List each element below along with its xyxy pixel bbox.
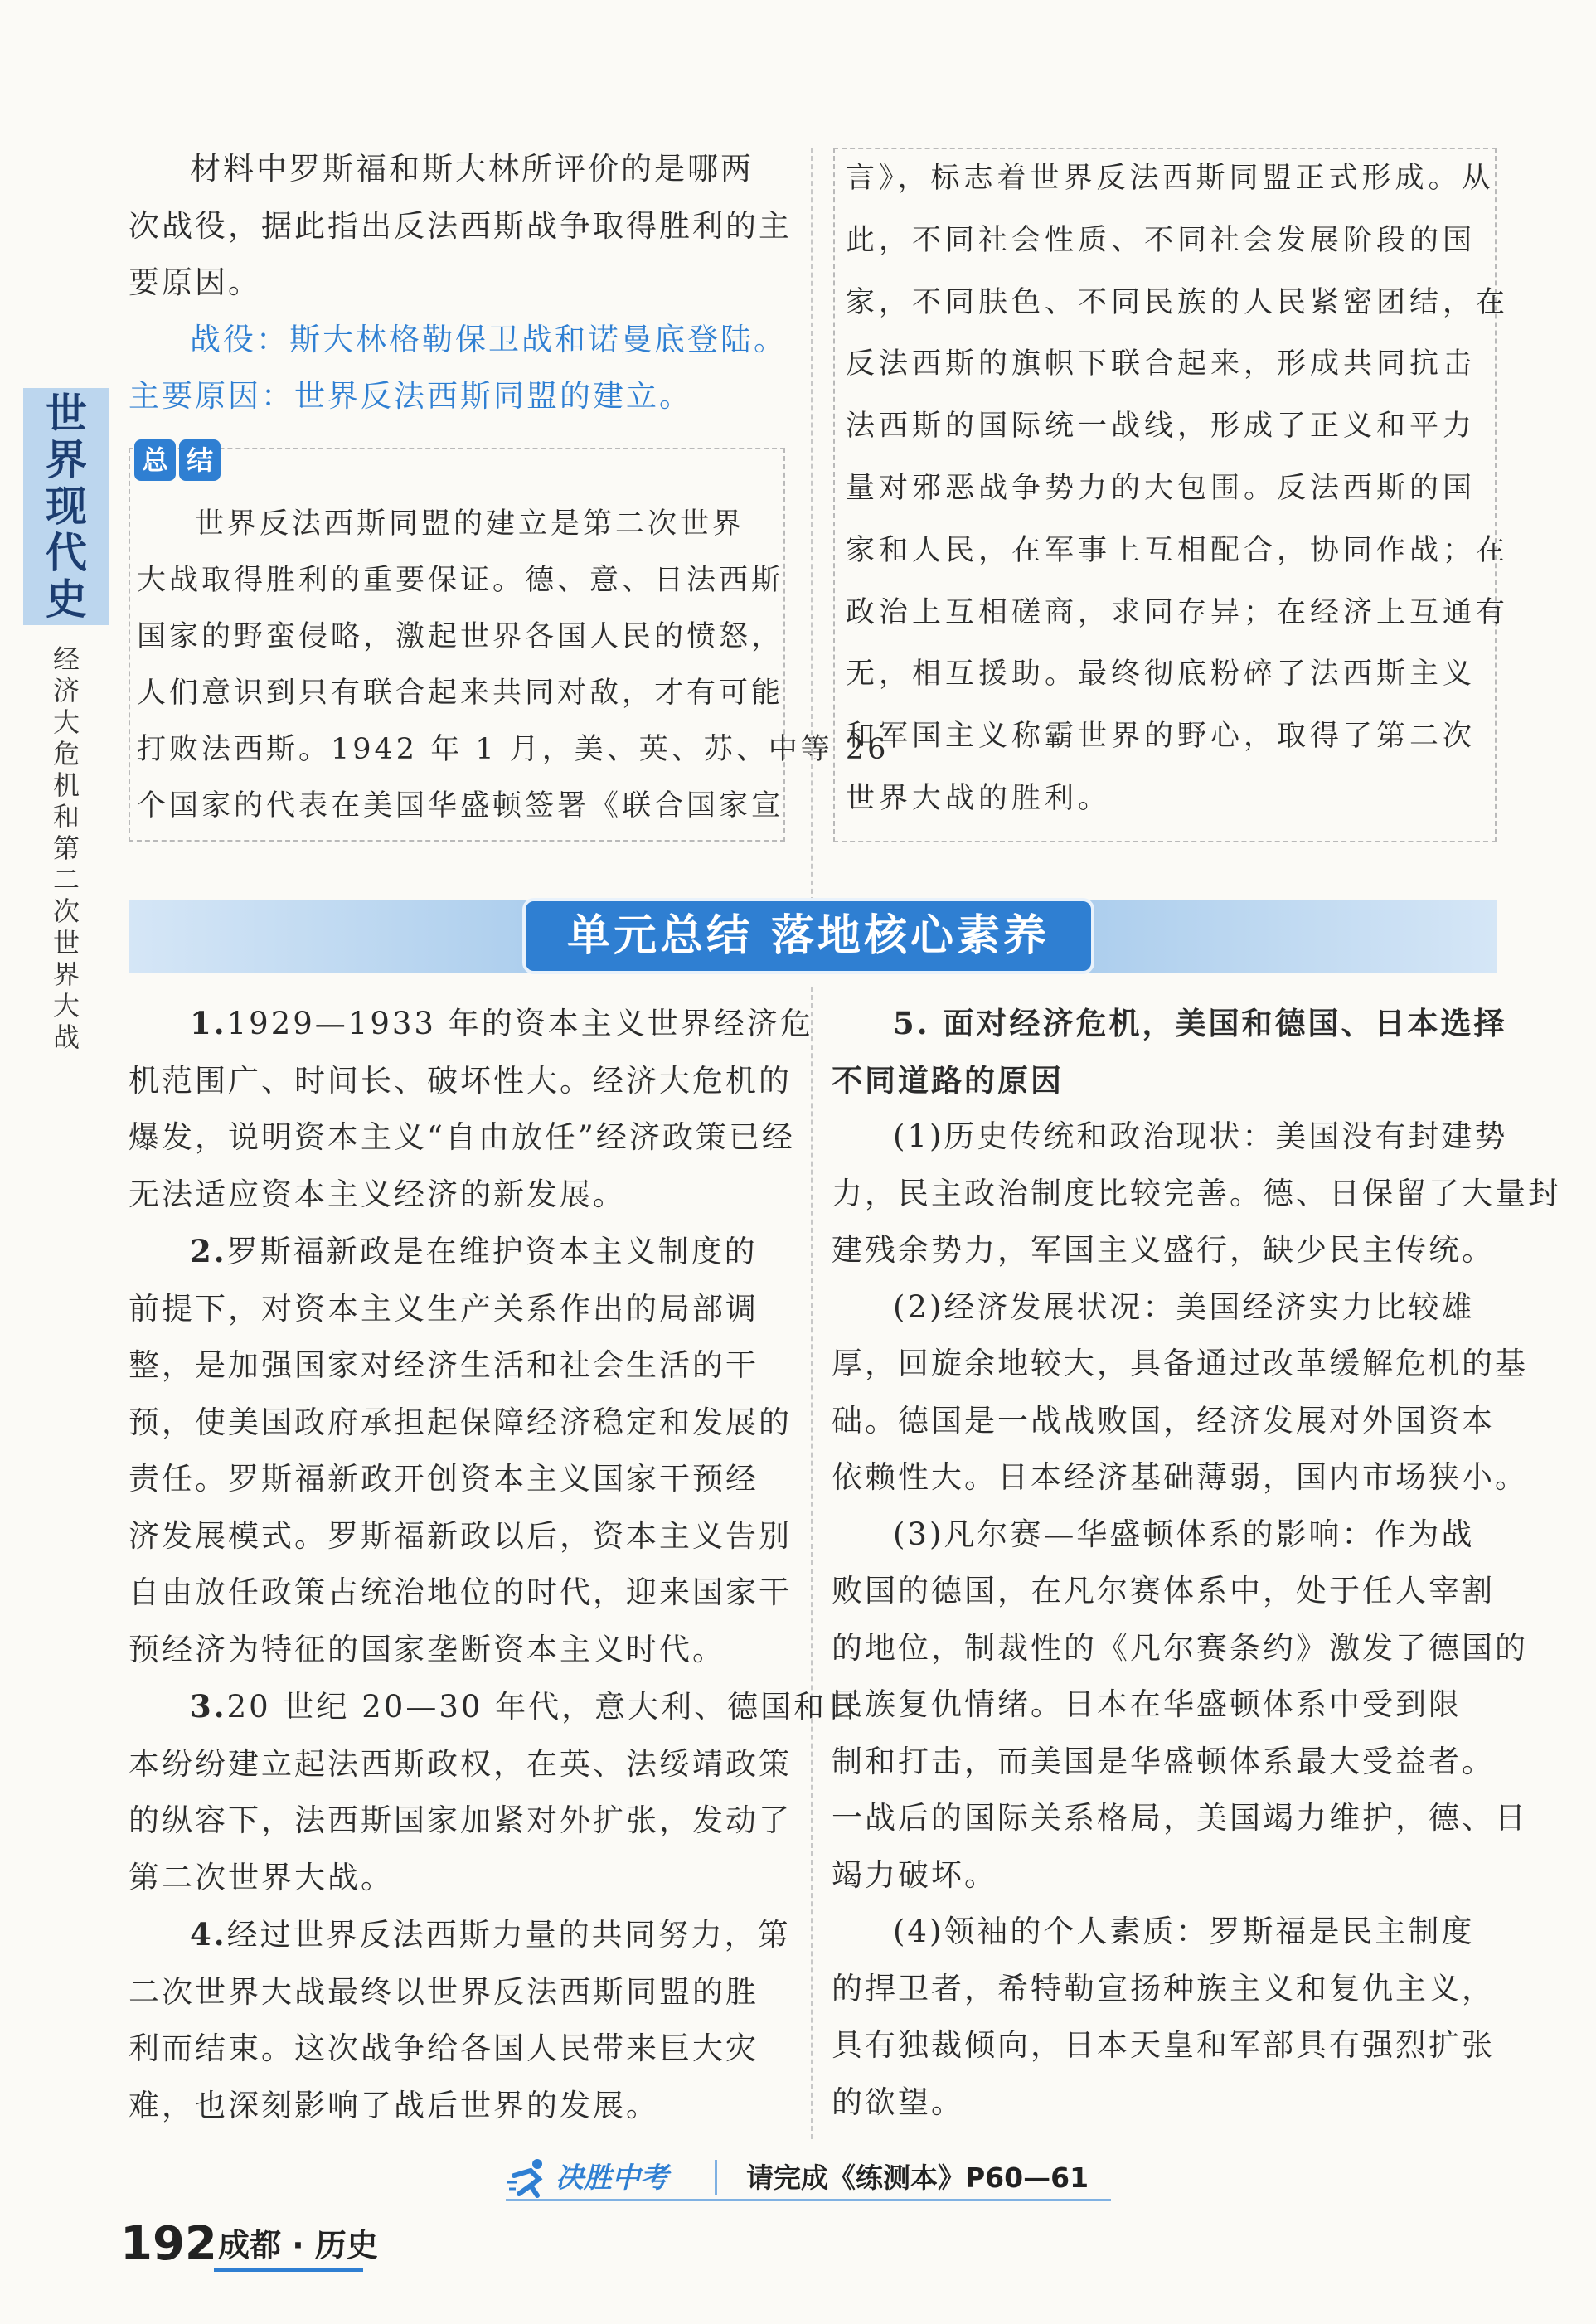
side-sub-char: 大 [52, 990, 80, 1021]
reason-line: 厚，回旋余地较大，具备通过改革缓解危机的基 [832, 1346, 1528, 1381]
point-number: 1. [190, 1005, 227, 1041]
side-tab-char: 界 [46, 436, 87, 484]
summary-point-line [129, 1906, 792, 1964]
page-number: 192 [120, 2217, 217, 2271]
summary-badge-char: 总 [134, 439, 176, 481]
side-sub-char: 世 [52, 927, 80, 958]
question-line: 材料中罗斯福和斯大林所评价的是哪两 [190, 151, 754, 187]
summary-badge [134, 439, 221, 481]
reason-line: 的欲望。 [832, 2084, 964, 2120]
summary-point-line: 二次世界大战最终以世界反法西斯同盟的胜 [129, 1973, 759, 2010]
answer-line: 主要原因：世界反法西斯同盟的建立。 [129, 378, 692, 414]
question-line: 要原因。 [129, 264, 261, 300]
summary-point-line: 责任。罗斯福新政开创资本主义国家干预经 [129, 1461, 759, 1497]
side-sub-char: 和 [52, 801, 80, 832]
unit-summary-left-column [129, 995, 861, 2134]
reason-line: (4)领袖的个人素质：罗斯福是民主制度 [893, 1914, 1475, 1949]
point-text: 1929—1933 年的资本主义世界经济危 [226, 1006, 813, 1041]
summary-line: 世界大战的胜利。 [846, 781, 1112, 815]
point-number: 4. [190, 1916, 227, 1953]
summary-point-line: 机范围广、时间长、破坏性大。经济大危机的 [129, 1062, 792, 1099]
summary-point-line: 第二次世界大战。 [129, 1859, 394, 1895]
page-subtitle-underline [214, 2268, 363, 2272]
point-text: 经过世界反法西斯力量的共同努力，第 [226, 1917, 791, 1953]
reason-line: 具有独裁倾向，日本天皇和军部具有强烈扩张 [832, 2027, 1495, 2063]
reason-line: 民族复仇情绪。日本在华盛顿体系中受到限 [832, 1686, 1462, 1722]
summary-point-line: 整，是加强国家对经济生活和社会生活的干 [129, 1347, 759, 1383]
summary-line: 量对邪恶战争势力的大包围。反法西斯的国 [846, 471, 1477, 505]
side-chapter-title [23, 643, 109, 1053]
summary-point-line: 预，使美国政府承担起保障经济稳定和发展的 [129, 1404, 792, 1440]
summary-point-line [129, 1678, 861, 1736]
reason-line: (2)经济发展状况：美国经济实力比较雄 [893, 1288, 1475, 1325]
summary-text [137, 496, 890, 834]
summary-point-line: 爆发，说明资本主义“自由放任”经济政策已经 [129, 1119, 795, 1155]
summary-line: 人们意识到只有联合起来共同对敌，才有可能 [137, 677, 784, 710]
side-sub-char: 机 [52, 769, 80, 801]
reason-line: 竭力破坏。 [832, 1856, 997, 1893]
side-sub-char: 战 [52, 1021, 80, 1053]
summary-line: 打败法西斯。1942 年 1 月，美、英、苏、中等 26 [137, 733, 890, 766]
column-divider [811, 148, 813, 910]
point-text: 罗斯福新政是在维护资本主义制度的 [226, 1234, 758, 1269]
answer-line: 战役：斯大林格勒保卫战和诺曼底登陆。 [190, 321, 787, 357]
summary-line: 无，相互援助。最终彻底粉碎了法西斯主义 [846, 657, 1477, 691]
summary-line: 此，不同社会性质、不同社会发展阶段的国 [846, 223, 1477, 257]
side-section-tab [23, 388, 109, 625]
reason-line: 败国的德国，在凡尔赛体系中，处于任人宰割 [832, 1573, 1495, 1608]
reason-line: 础。德国是一战战败国，经济发展对外国资本 [832, 1402, 1495, 1439]
summary-line: 世界反法西斯同盟的建立是第二次世界 [195, 507, 745, 541]
point-number: 2. [190, 1233, 227, 1269]
side-sub-char: 危 [52, 738, 80, 769]
brand-logo-text: 决胜中考 [555, 2161, 668, 2195]
question-line: 次战役，据此指出反法西斯战争取得胜利的主 [129, 207, 792, 244]
summary-line: 家和人民，在军事上互相配合，协同作战；在 [846, 533, 1510, 567]
side-sub-char: 界 [52, 958, 80, 990]
summary-line: 政治上互相磋商，求同存异；在经济上互通有 [846, 595, 1510, 629]
summary-point-line: 前提下，对资本主义生产关系作出的局部调 [129, 1290, 759, 1327]
point-text: 20 世纪 20—30 年代，意大利、德国和日 [226, 1689, 861, 1725]
reason-line: 依赖性大。日本经济基础薄弱，国内市场狭小。 [832, 1459, 1528, 1495]
reason-line: 的捍卫者，希特勒宣扬种族主义和复仇主义， [832, 1970, 1495, 2006]
unit-summary-right-column [832, 995, 1561, 2131]
question-block [129, 141, 792, 425]
reason-line: 制和打击，而美国是华盛顿体系最大受益者。 [832, 1743, 1495, 1779]
brand-logo [506, 2154, 721, 2202]
runner-icon [506, 2157, 551, 2199]
side-tab-char: 代 [46, 529, 87, 577]
side-sub-char: 经 [52, 643, 80, 675]
side-sub-char: 第 [52, 832, 80, 864]
summary-line: 言》，标志着世界反法西斯同盟正式形成。从 [846, 162, 1495, 195]
summary-point-line: 本纷纷建立起法西斯政权，在英、法绥靖政策 [129, 1745, 792, 1782]
side-tab-char: 史 [46, 575, 87, 623]
reason-line: 力，民主政治制度比较完善。德、日保留了大量封 [832, 1175, 1561, 1211]
footer-underline [506, 2199, 1111, 2201]
summary-point-line: 的纵容下，法西斯国家加紧对外扩张，发动了 [129, 1802, 792, 1838]
reason-line: 建残余势力，军国主义盛行，缺少民主传统。 [832, 1232, 1495, 1268]
section-heading: 5. 面对经济危机，美国和德国、日本选择 [893, 1005, 1507, 1041]
summary-point-line [129, 995, 813, 1053]
side-sub-char: 大 [52, 706, 80, 738]
reason-line: 一战后的国际关系格局，美国竭力维护，德、日 [832, 1800, 1528, 1836]
summary-line: 反法西斯的旗帜下联合起来，形成共同抗击 [846, 347, 1477, 381]
summary-point-line: 自由放任政策占统治地位的时代，迎来国家干 [129, 1574, 792, 1610]
page-subtitle: 成都 · 历史 [218, 2227, 378, 2263]
summary-point-line: 无法适应资本主义经济的新发展。 [129, 1176, 626, 1212]
side-sub-char: 二 [52, 864, 80, 895]
summary-line: 个国家的代表在美国华盛顿签署《联合国家宣 [137, 789, 784, 822]
reason-line: (1)历史传统和政治现状：美国没有封建势 [893, 1118, 1508, 1154]
summary-point-line: 难，也深刻影响了战后世界的发展。 [129, 2087, 659, 2123]
side-tab-char: 现 [46, 483, 87, 531]
side-sub-char: 次 [52, 895, 80, 927]
summary-badge-char: 结 [179, 439, 221, 481]
footer-task: 请完成《练测本》P60—61 [746, 2161, 1089, 2194]
summary-continued-text [846, 148, 1510, 830]
summary-line: 和军国主义称霸世界的野心，取得了第二次 [846, 720, 1477, 754]
summary-line: 家，不同肤色、不同民族的人民紧密团结，在 [846, 285, 1510, 319]
summary-line: 国家的野蛮侵略，激起世界各国人民的愤怒， [137, 620, 784, 653]
summary-point-line: 利而结束。这次战争给各国人民带来巨大灾 [129, 2030, 759, 2066]
summary-line: 大战取得胜利的重要保证。德、意、日法西斯 [137, 564, 784, 597]
footer-separator [715, 2160, 717, 2195]
summary-point-line: 预经济为特征的国家垄断资本主义时代。 [129, 1631, 725, 1667]
point-number: 3. [190, 1688, 227, 1725]
summary-point-line [129, 1223, 792, 1281]
column-divider [811, 987, 813, 2139]
summary-line: 法西斯的国际统一战线，形成了正义和平力 [846, 410, 1477, 444]
side-sub-char: 济 [52, 675, 80, 706]
section-heading: 不同道路的原因 [832, 1061, 1064, 1099]
reason-line: 的地位，制裁性的《凡尔赛条约》激发了德国的 [832, 1629, 1528, 1666]
side-tab-char: 世 [46, 390, 87, 438]
summary-point-line: 济发展模式。罗斯福新政以后，资本主义告别 [129, 1517, 792, 1554]
reason-line: (3)凡尔赛—华盛顿体系的影响：作为战 [893, 1516, 1475, 1552]
unit-banner-title: 单元总结 落地核心素养 [522, 898, 1094, 974]
